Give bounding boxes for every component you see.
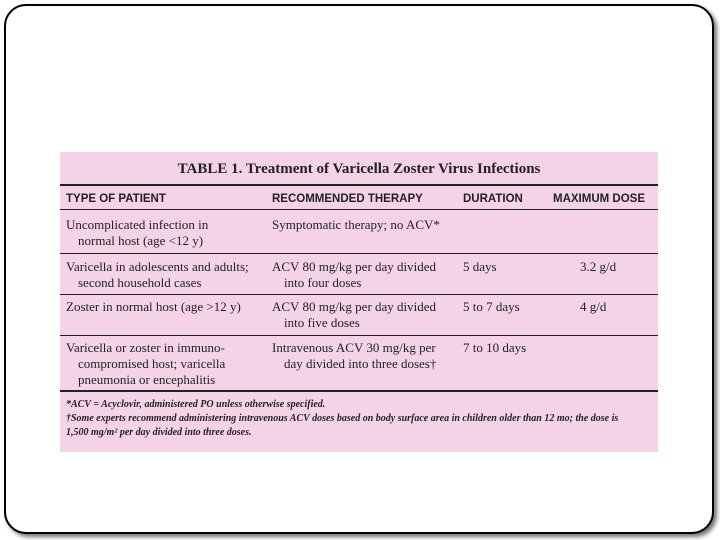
cell-line: Intravenous ACV 30 mg/kg per (272, 340, 436, 355)
cell-line: Symptomatic therapy; no ACV* (272, 217, 440, 232)
header-recommended-therapy: RECOMMENDED THERAPY (272, 193, 423, 205)
cell-line: day divided into three doses† (284, 356, 437, 371)
table-row-3-patient (66, 299, 241, 315)
cell-line: ACV 80 mg/kg per day divided (272, 259, 437, 274)
table-row-3-max-dose: 4 g/d (580, 299, 607, 314)
footnote-2: †Some experts recommend administering intravenous ACV doses based on body surface area in children older than 12 mo; the dose is (66, 413, 619, 424)
cell-line: compromised host; varicella (78, 356, 226, 371)
cell-line: Uncomplicated infection in (66, 217, 209, 232)
row-divider (60, 294, 658, 295)
row-divider (60, 335, 658, 336)
table-row-1-therapy (272, 217, 440, 233)
cell-line: into five doses (284, 315, 360, 330)
table-row-2-patient (66, 259, 249, 291)
cell-line: ACV 80 mg/kg per day divided (272, 299, 437, 314)
cell-line: Zoster in normal host (age >12 y) (66, 299, 241, 314)
header-type-of-patient: TYPE OF PATIENT (66, 193, 166, 205)
footnote-3: 1,500 mg/m² per day divided into three doses. (66, 427, 252, 438)
cell-line: into four doses (284, 275, 362, 290)
table-row-4-patient (66, 340, 225, 388)
header-duration: DURATION (463, 193, 523, 205)
footnote-1: *ACV = Acyclovir, administered PO unless otherwise specified. (66, 399, 326, 410)
table-row-4-therapy (272, 340, 436, 372)
row-divider (60, 253, 658, 254)
table-row-2-therapy (272, 259, 436, 291)
table-rule-top (60, 184, 658, 186)
cell-line: normal host (age <12 y) (78, 233, 204, 248)
table-title: TABLE 1. Treatment of Varicella Zoster Virus Infections (177, 161, 541, 177)
cell-line: Varicella or zoster in immuno- (66, 340, 225, 355)
table-row-2-max-dose: 3.2 g/d (580, 259, 617, 274)
cell-line: Varicella in adolescents and adults; (66, 259, 249, 274)
table-row-3-therapy (272, 299, 436, 331)
table-row-2-duration: 5 days (463, 259, 497, 274)
cell-line: second household cases (78, 275, 202, 290)
header-maximum-dose: MAXIMUM DOSE (553, 193, 645, 205)
cell-line: pneumonia or encephalitis (78, 372, 216, 387)
table-rule-header (60, 209, 658, 210)
table-row-4-duration: 7 to 10 days (463, 340, 527, 355)
table-row-1-patient (66, 217, 208, 249)
table-row-3-duration: 5 to 7 days (463, 299, 520, 314)
table-rule-bottom (60, 390, 658, 392)
